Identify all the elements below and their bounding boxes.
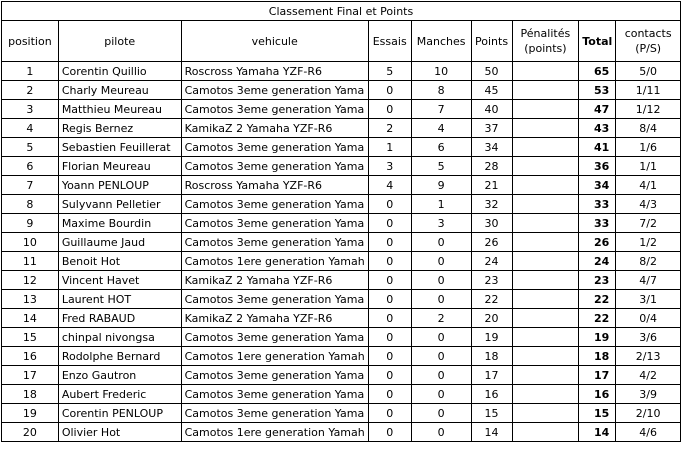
cell-pilote: Regis Bernez	[58, 119, 181, 138]
cell-total: 24	[579, 252, 616, 271]
results-table	[1, 1, 681, 442]
header-contacts-line1: contacts	[624, 27, 672, 40]
cell-points: 16	[471, 385, 512, 404]
cell-vehicule: Roscross Yamaha YZF-R6	[181, 176, 368, 195]
table-row	[2, 157, 681, 176]
cell-position: 17	[2, 366, 59, 385]
cell-manches: 2	[411, 309, 471, 328]
cell-points: 32	[471, 195, 512, 214]
cell-pilote: Guillaume Jaud	[58, 233, 181, 252]
cell-position: 13	[2, 290, 59, 309]
cell-position: 15	[2, 328, 59, 347]
table-row	[2, 252, 681, 271]
cell-penalites	[512, 62, 579, 81]
cell-penalites	[512, 328, 579, 347]
cell-pilote: Aubert Frederic	[58, 385, 181, 404]
cell-contacts: 2/10	[616, 404, 681, 423]
header-contacts-line2: (P/S)	[635, 42, 662, 55]
cell-manches: 0	[411, 328, 471, 347]
cell-pilote: Vincent Havet	[58, 271, 181, 290]
cell-points: 19	[471, 328, 512, 347]
cell-vehicule: KamikaZ 2 Yamaha YZF-R6	[181, 309, 368, 328]
cell-penalites	[512, 366, 579, 385]
cell-total: 43	[579, 119, 616, 138]
cell-penalites	[512, 138, 579, 157]
cell-total: 26	[579, 233, 616, 252]
cell-penalites	[512, 347, 579, 366]
table-row	[2, 423, 681, 442]
cell-total: 14	[579, 423, 616, 442]
table-row	[2, 290, 681, 309]
cell-essais: 0	[368, 100, 411, 119]
header-manches: Manches	[411, 21, 471, 62]
cell-manches: 0	[411, 290, 471, 309]
cell-points: 30	[471, 214, 512, 233]
cell-pilote: chinpal nivongsa	[58, 328, 181, 347]
cell-contacts: 4/1	[616, 176, 681, 195]
cell-manches: 9	[411, 176, 471, 195]
cell-contacts: 2/13	[616, 347, 681, 366]
cell-essais: 0	[368, 366, 411, 385]
cell-points: 18	[471, 347, 512, 366]
cell-position: 6	[2, 157, 59, 176]
cell-contacts: 4/3	[616, 195, 681, 214]
cell-pilote: Sulyvann Pelletier	[58, 195, 181, 214]
table-row	[2, 271, 681, 290]
cell-essais: 0	[368, 404, 411, 423]
cell-total: 23	[579, 271, 616, 290]
cell-contacts: 3/6	[616, 328, 681, 347]
cell-points: 50	[471, 62, 512, 81]
cell-manches: 4	[411, 119, 471, 138]
header-contacts	[616, 21, 681, 62]
cell-vehicule: Camotos 3eme generation Yama	[181, 404, 368, 423]
cell-pilote: Corentin Quillio	[58, 62, 181, 81]
cell-contacts: 4/7	[616, 271, 681, 290]
cell-contacts: 8/4	[616, 119, 681, 138]
cell-position: 8	[2, 195, 59, 214]
cell-essais: 0	[368, 423, 411, 442]
cell-points: 40	[471, 100, 512, 119]
cell-vehicule: Camotos 3eme generation Yama	[181, 233, 368, 252]
table-row	[2, 366, 681, 385]
header-points: Points	[471, 21, 512, 62]
cell-contacts: 3/1	[616, 290, 681, 309]
cell-position: 16	[2, 347, 59, 366]
cell-position: 11	[2, 252, 59, 271]
cell-manches: 0	[411, 366, 471, 385]
cell-vehicule: Camotos 1ere generation Yamah	[181, 423, 368, 442]
table-row	[2, 176, 681, 195]
cell-position: 12	[2, 271, 59, 290]
header-row	[2, 21, 681, 62]
cell-penalites	[512, 119, 579, 138]
cell-manches: 0	[411, 385, 471, 404]
cell-contacts: 5/0	[616, 62, 681, 81]
header-total: Total	[579, 21, 616, 62]
table-row	[2, 347, 681, 366]
cell-position: 19	[2, 404, 59, 423]
cell-vehicule: Camotos 3eme generation Yama	[181, 366, 368, 385]
cell-penalites	[512, 423, 579, 442]
table-row	[2, 214, 681, 233]
cell-total: 19	[579, 328, 616, 347]
header-pilote: pilote	[58, 21, 181, 62]
cell-pilote: Florian Meureau	[58, 157, 181, 176]
cell-pilote: Enzo Gautron	[58, 366, 181, 385]
header-penalites	[512, 21, 579, 62]
cell-manches: 0	[411, 252, 471, 271]
cell-points: 22	[471, 290, 512, 309]
cell-penalites	[512, 290, 579, 309]
cell-total: 33	[579, 195, 616, 214]
cell-total: 34	[579, 176, 616, 195]
cell-points: 17	[471, 366, 512, 385]
cell-pilote: Laurent HOT	[58, 290, 181, 309]
cell-penalites	[512, 404, 579, 423]
cell-penalites	[512, 233, 579, 252]
cell-essais: 0	[368, 252, 411, 271]
cell-contacts: 7/2	[616, 214, 681, 233]
cell-vehicule: Camotos 3eme generation Yama	[181, 81, 368, 100]
cell-vehicule: Camotos 3eme generation Yama	[181, 100, 368, 119]
title-row	[2, 2, 681, 21]
cell-vehicule: Roscross Yamaha YZF-R6	[181, 62, 368, 81]
cell-total: 65	[579, 62, 616, 81]
cell-pilote: Rodolphe Bernard	[58, 347, 181, 366]
cell-manches: 1	[411, 195, 471, 214]
cell-vehicule: Camotos 3eme generation Yama	[181, 328, 368, 347]
cell-manches: 0	[411, 423, 471, 442]
cell-pilote: Olivier Hot	[58, 423, 181, 442]
cell-penalites	[512, 271, 579, 290]
cell-essais: 0	[368, 214, 411, 233]
cell-manches: 0	[411, 233, 471, 252]
cell-penalites	[512, 214, 579, 233]
cell-essais: 0	[368, 195, 411, 214]
cell-penalites	[512, 252, 579, 271]
cell-points: 37	[471, 119, 512, 138]
cell-essais: 3	[368, 157, 411, 176]
cell-position: 10	[2, 233, 59, 252]
table-row	[2, 233, 681, 252]
cell-essais: 0	[368, 81, 411, 100]
cell-manches: 3	[411, 214, 471, 233]
cell-points: 45	[471, 81, 512, 100]
cell-manches: 5	[411, 157, 471, 176]
header-penalites-line1: Pénalités	[520, 27, 571, 40]
cell-essais: 0	[368, 290, 411, 309]
cell-essais: 4	[368, 176, 411, 195]
table-row	[2, 385, 681, 404]
cell-penalites	[512, 195, 579, 214]
cell-pilote: Fred RABAUD	[58, 309, 181, 328]
cell-pilote: Sebastien Feuillerat	[58, 138, 181, 157]
cell-penalites	[512, 81, 579, 100]
cell-penalites	[512, 385, 579, 404]
cell-contacts: 1/12	[616, 100, 681, 119]
cell-position: 1	[2, 62, 59, 81]
header-position: position	[2, 21, 59, 62]
cell-total: 22	[579, 309, 616, 328]
cell-manches: 0	[411, 404, 471, 423]
cell-manches: 0	[411, 271, 471, 290]
cell-position: 14	[2, 309, 59, 328]
cell-vehicule: KamikaZ 2 Yamaha YZF-R6	[181, 271, 368, 290]
cell-manches: 7	[411, 100, 471, 119]
cell-pilote: Benoit Hot	[58, 252, 181, 271]
cell-position: 20	[2, 423, 59, 442]
header-vehicule: vehicule	[181, 21, 368, 62]
cell-pilote: Yoann PENLOUP	[58, 176, 181, 195]
cell-essais: 1	[368, 138, 411, 157]
cell-vehicule: Camotos 3eme generation Yama	[181, 290, 368, 309]
cell-position: 2	[2, 81, 59, 100]
cell-essais: 5	[368, 62, 411, 81]
cell-total: 36	[579, 157, 616, 176]
header-essais: Essais	[368, 21, 411, 62]
table-title: Classement Final et Points	[2, 2, 681, 21]
cell-pilote: Charly Meureau	[58, 81, 181, 100]
cell-contacts: 4/6	[616, 423, 681, 442]
table-row	[2, 404, 681, 423]
cell-total: 16	[579, 385, 616, 404]
cell-essais: 2	[368, 119, 411, 138]
table-row	[2, 81, 681, 100]
cell-contacts: 1/11	[616, 81, 681, 100]
table-row	[2, 309, 681, 328]
cell-points: 26	[471, 233, 512, 252]
cell-position: 4	[2, 119, 59, 138]
cell-points: 28	[471, 157, 512, 176]
cell-essais: 0	[368, 233, 411, 252]
cell-total: 15	[579, 404, 616, 423]
cell-contacts: 8/2	[616, 252, 681, 271]
table-row	[2, 328, 681, 347]
cell-position: 18	[2, 385, 59, 404]
cell-position: 9	[2, 214, 59, 233]
cell-manches: 10	[411, 62, 471, 81]
header-penalites-line2: (points)	[524, 42, 567, 55]
cell-total: 47	[579, 100, 616, 119]
cell-contacts: 4/2	[616, 366, 681, 385]
cell-penalites	[512, 309, 579, 328]
cell-vehicule: Camotos 3eme generation Yama	[181, 214, 368, 233]
cell-essais: 0	[368, 271, 411, 290]
cell-total: 41	[579, 138, 616, 157]
cell-position: 5	[2, 138, 59, 157]
table-row	[2, 100, 681, 119]
cell-essais: 0	[368, 385, 411, 404]
cell-vehicule: Camotos 1ere generation Yamah	[181, 252, 368, 271]
cell-pilote: Corentin PENLOUP	[58, 404, 181, 423]
cell-total: 22	[579, 290, 616, 309]
cell-penalites	[512, 176, 579, 195]
cell-contacts: 1/2	[616, 233, 681, 252]
cell-total: 53	[579, 81, 616, 100]
cell-essais: 0	[368, 328, 411, 347]
table-row	[2, 195, 681, 214]
cell-essais: 0	[368, 309, 411, 328]
cell-vehicule: Camotos 1ere generation Yamah	[181, 347, 368, 366]
cell-total: 17	[579, 366, 616, 385]
cell-vehicule: Camotos 3eme generation Yama	[181, 195, 368, 214]
table-row	[2, 138, 681, 157]
cell-vehicule: Camotos 3eme generation Yama	[181, 157, 368, 176]
cell-manches: 6	[411, 138, 471, 157]
cell-contacts: 1/1	[616, 157, 681, 176]
cell-points: 14	[471, 423, 512, 442]
table-row	[2, 62, 681, 81]
cell-manches: 8	[411, 81, 471, 100]
cell-contacts: 0/4	[616, 309, 681, 328]
cell-points: 21	[471, 176, 512, 195]
cell-manches: 0	[411, 347, 471, 366]
cell-vehicule: Camotos 3eme generation Yama	[181, 385, 368, 404]
cell-pilote: Maxime Bourdin	[58, 214, 181, 233]
cell-contacts: 1/6	[616, 138, 681, 157]
cell-penalites	[512, 157, 579, 176]
cell-points: 24	[471, 252, 512, 271]
cell-position: 3	[2, 100, 59, 119]
cell-contacts: 3/9	[616, 385, 681, 404]
cell-position: 7	[2, 176, 59, 195]
cell-pilote: Matthieu Meureau	[58, 100, 181, 119]
cell-total: 18	[579, 347, 616, 366]
cell-points: 15	[471, 404, 512, 423]
table-row	[2, 119, 681, 138]
cell-points: 23	[471, 271, 512, 290]
cell-penalites	[512, 100, 579, 119]
cell-points: 20	[471, 309, 512, 328]
cell-vehicule: Camotos 3eme generation Yama	[181, 138, 368, 157]
cell-total: 33	[579, 214, 616, 233]
cell-essais: 0	[368, 347, 411, 366]
cell-points: 34	[471, 138, 512, 157]
cell-vehicule: KamikaZ 2 Yamaha YZF-R6	[181, 119, 368, 138]
